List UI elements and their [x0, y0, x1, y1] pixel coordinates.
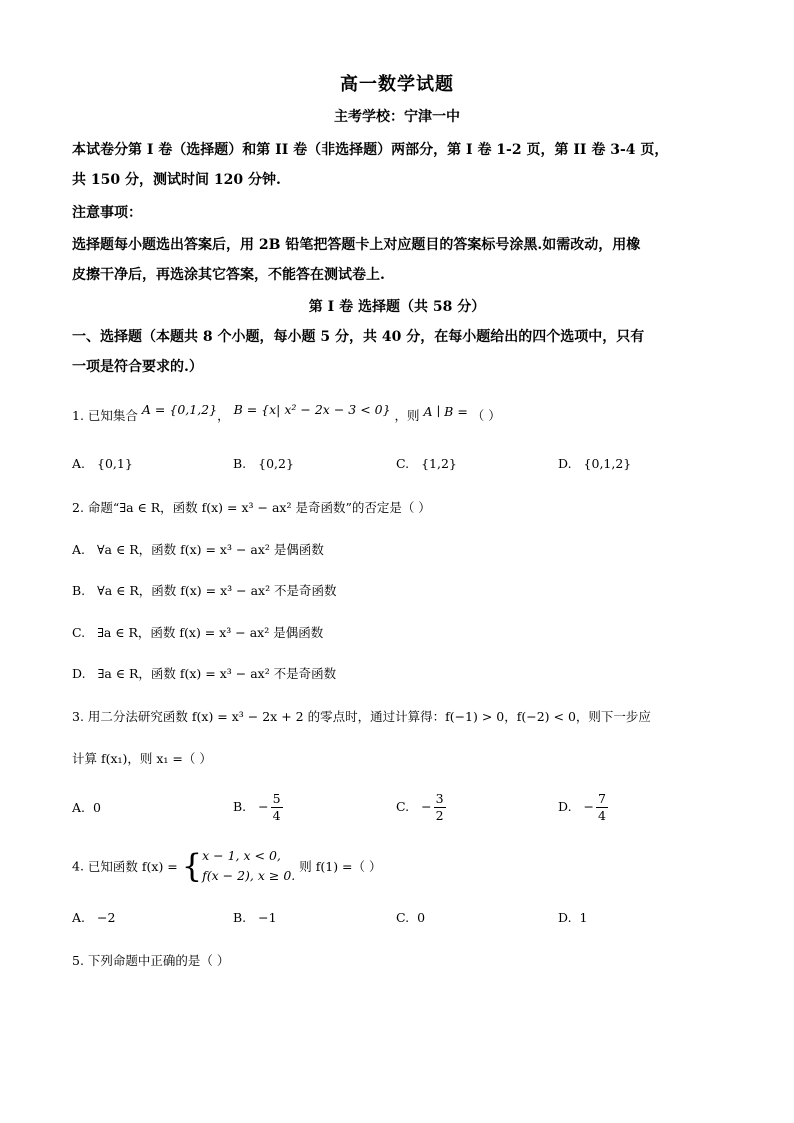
option-label: A.	[72, 910, 86, 925]
question-stem-post: 则 f(1) =（ ）	[299, 859, 382, 874]
option-c	[396, 910, 425, 925]
intro-line-2: 共 150 分，测试时间 120 分钟.	[72, 172, 281, 188]
notice-line-2: 皮擦干净后，再选涂其它答案，不能答在测试卷上.	[72, 267, 385, 283]
question-number: 4.	[72, 858, 84, 874]
part1-line-2: 一项是符合要求的.）	[72, 359, 203, 375]
option-label: B.	[72, 583, 86, 598]
target-expression: A ∣ B =	[423, 404, 468, 419]
question-1: 1. 已知集合 A = {0,1,2}， B = {x| x² − 2x − 3 < 0} ，则 A ∣ B = （ ）	[72, 402, 501, 423]
question-number: 5.	[72, 953, 84, 968]
option-d	[558, 791, 610, 824]
option-text: 1	[579, 910, 588, 925]
option-c	[396, 456, 457, 471]
notice-line-1: 选择题每小题选出答案后，用 2B 铅笔把答题卡上对应题目的答案标号涂黑.如需改动，用橡	[72, 237, 641, 253]
option-label: A.	[72, 800, 86, 815]
intro-line-1: 本试卷分第 I 卷（选择题）和第 II 卷（非选择题）两部分，第 I 卷 1-2 页，第 II 卷 3-4 页，	[72, 142, 669, 158]
option-label: C.	[396, 456, 410, 471]
question-stem-line-2: 计算 f(x₁)，则 x₁ =（ ）	[72, 751, 212, 766]
question-number: 1.	[72, 408, 84, 423]
piecewise-cases	[202, 846, 295, 886]
question-number: 2.	[72, 500, 84, 515]
option-label: D.	[558, 910, 572, 925]
notice-label: 注意事项：	[72, 205, 142, 221]
part1-line-1: 一、选择题（本题共 8 个小题，每小题 5 分，共 40 分，在每小题给出的四个选项中，只有	[72, 329, 645, 345]
option-fraction	[596, 791, 608, 824]
question-number: 3.	[72, 709, 84, 724]
fraction-numerator: 7	[598, 791, 606, 806]
set-b: B = {x| x² − 2x − 3 < 0}	[233, 402, 391, 417]
option-b	[233, 456, 294, 471]
question-stem-line-1: 用二分法研究函数 f(x) = x³ − 2x + 2 的零点时，通过计算得：f(−1) > 0，f(−2) < 0，则下一步应	[87, 709, 651, 724]
option-fraction	[271, 791, 283, 824]
option-c	[72, 623, 323, 641]
fraction-denominator: 4	[272, 808, 281, 823]
option-label: A.	[72, 456, 86, 471]
option-label: C.	[72, 625, 86, 640]
question-3-continued	[72, 749, 212, 767]
option-text: {1,2}	[421, 456, 457, 471]
option-a	[72, 910, 115, 925]
fraction-numerator: 5	[272, 791, 281, 806]
piecewise-brace: {	[181, 847, 203, 885]
option-text: ∀a ∈ R，函数 f(x) = x³ − ax² 不是奇函数	[97, 583, 337, 598]
question-stem: 下列命题中正确的是（ ）	[87, 953, 230, 968]
option-label: D.	[558, 799, 572, 814]
option-label: A.	[72, 542, 86, 557]
fraction-denominator: 2	[435, 808, 444, 823]
option-text: {0,1}	[97, 456, 133, 471]
option-label: B.	[233, 799, 247, 814]
question-stem-post: ，则	[394, 408, 420, 423]
option-sign: −	[258, 799, 269, 814]
option-label: C.	[396, 799, 410, 814]
option-label: D.	[558, 456, 572, 471]
option-label: D.	[72, 666, 86, 681]
option-label: B.	[233, 456, 247, 471]
fraction-denominator: 4	[598, 808, 606, 823]
option-fraction	[434, 791, 446, 824]
option-label: B.	[233, 910, 247, 925]
option-sign: −	[583, 799, 595, 814]
option-b	[233, 791, 285, 824]
option-text: −2	[97, 910, 116, 925]
option-b	[233, 910, 277, 925]
option-text: 0	[93, 800, 101, 815]
case-1: x − 1, x < 0,	[202, 848, 281, 863]
set-a: A = {0,1,2}	[141, 402, 218, 417]
option-text: ∃a ∈ R，函数 f(x) = x³ − ax² 是偶函数	[97, 625, 324, 640]
option-text: 0	[417, 910, 426, 925]
page-subtitle: 主考学校：宁津一中	[334, 109, 460, 125]
case-2: f(x − 2), x ≥ 0.	[202, 868, 296, 883]
option-text: {0,2}	[258, 456, 294, 471]
option-c	[396, 791, 448, 824]
question-stem-pre: 已知函数 f(x) =	[87, 859, 178, 874]
answer-blank: （ ）	[471, 408, 501, 423]
option-sign: −	[421, 799, 432, 814]
option-text: ∀a ∈ R，函数 f(x) = x³ − ax² 是偶函数	[97, 542, 324, 557]
option-a	[72, 456, 133, 471]
option-label: C.	[396, 910, 410, 925]
question-2	[72, 498, 431, 516]
option-text: {0,1,2}	[583, 456, 632, 471]
option-d	[558, 910, 588, 925]
option-text: −1	[258, 910, 277, 925]
option-d	[558, 456, 631, 471]
question-5	[72, 951, 229, 969]
page-title: 高一数学试题	[340, 74, 454, 95]
question-stem-pre: 已知集合	[87, 408, 138, 423]
option-a	[72, 800, 101, 815]
question-stem: 命题“∃a ∈ R，函数 f(x) = x³ − ax² 是奇函数”的否定是（ ）	[87, 500, 431, 515]
fraction-numerator: 3	[435, 791, 444, 806]
section-title: 第 I 卷 选择题（共 58 分）	[308, 299, 486, 315]
option-text: ∃a ∈ R，函数 f(x) = x³ − ax² 不是奇函数	[97, 666, 337, 681]
option-d	[72, 664, 336, 682]
option-b	[72, 581, 337, 599]
question-3	[72, 707, 651, 725]
option-a	[72, 540, 324, 558]
question-4	[72, 846, 382, 886]
